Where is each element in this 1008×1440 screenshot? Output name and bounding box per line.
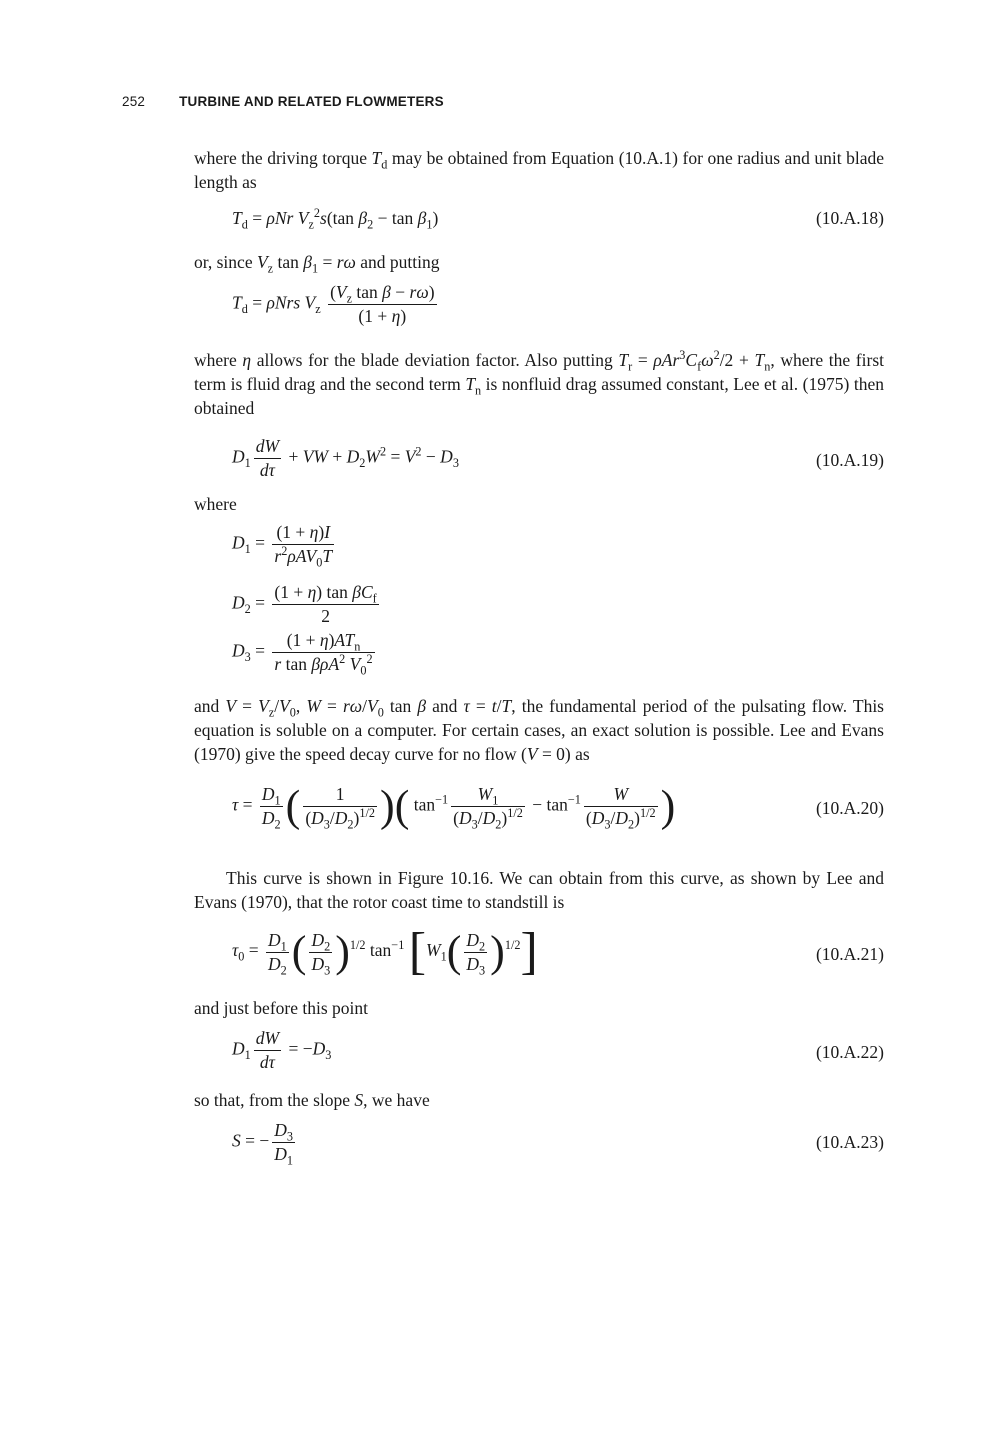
equation-number: (10.A.23) — [815, 1132, 884, 1152]
page-number: 252 — [122, 94, 146, 109]
equation-10-a-20: τ = $\frac{D_1}{D_2}$ ( $\frac{1}{(D_3/D_2)^{1/2}}$ )( $\tan^{-1}$ $\frac{W_1}{(D_3/D_2)^{1/2}}$ − $\tan^{-1}$ $\frac{W}{(D_3/D_2)^{1/2}}$ ) — [232, 781, 676, 832]
equation-number: (10.A.21) — [815, 944, 884, 964]
equation-number: (10.A.20) — [815, 798, 884, 818]
paragraph-before-point: and just before this point — [194, 998, 369, 1018]
paragraph-since: or, since $V_z$ $\tan \beta_1 = r\omega$ and putting — [194, 252, 440, 276]
paragraph-drag: where η allows for the blade deviation factor. Also putting $T_r = \rho Ar^3C_f\omega^2/2 + T_n$, where the first term is fluid drag and the second term $T_n$ is nonfluid drag assumed constant, Lee et al. (1975) then obtained — [194, 348, 884, 418]
equation-10-a-22: $D_1$ $\frac{dW}{d\tau}$ = $-D_3$ — [232, 1028, 332, 1072]
equation-d2: $D_2$ = $\frac{(1 + \eta) \tan \beta C_f}{2}$ — [232, 582, 377, 626]
equation-10-a-21: $\tau_0$ = $\frac{D_1}{D_2}$ ( $\frac{D_2}{D_3}$ )$^{1/2}$ $\tan^{-1} [W_1$( $\frac{D_2}{D_3}$ )$^{1/2}$] — [232, 923, 538, 980]
equation-d1: $D_1$ = $\frac{(1 + \eta)I}{r^2\rho AV_0T}$ — [232, 522, 333, 570]
paragraph-coast-time: This curve is shown in Figure 10.16. We can obtain from this curve, as shown by Lee and Evans (1970), that the rotor coast time to standstill is — [194, 868, 884, 912]
equation-10-a-18: $T_d = \rho Nr$ $V_z^2s(\tan$ $\beta_2 - \tan \beta_1$) — [232, 206, 439, 232]
paragraph-intro: where the driving torque $T_d$ may be obtained from Equation (10.A.1) for one radius and unit blade length as — [194, 148, 885, 192]
paragraph-definitions: and $V = V_z/V_0$, $W = r\omega/V_0$ tan β and τ = t/T, the fundamental period of the pulsating flow. This equation is soluble on a computer. For certain cases, an exact solution is possible. Lee and Evans (1970) give the speed decay curve for no flow (V = 0) as — [194, 696, 884, 764]
running-header — [122, 94, 444, 109]
where-label: where — [194, 494, 237, 514]
running-title: TURBINE AND RELATED FLOWMETERS — [179, 94, 444, 109]
equation-10-a-19: $D_1$ $\frac{dW}{d\tau}$ + VW + $D_2W^2 = V^2 - D_3$ — [232, 436, 459, 480]
paragraph-slope: so that, from the slope S, we have — [194, 1090, 430, 1110]
equation-number: (10.A.18) — [815, 208, 884, 228]
equation-10-a-23: S = − $\frac{D_3}{D_1}$ — [232, 1120, 294, 1168]
equation-number: (10.A.22) — [815, 1042, 884, 1062]
equation-number: (10.A.19) — [815, 450, 884, 470]
equation-d3: $D_3$ = $\frac{(1 + \eta)AT_n}{r \tan \beta\rho A^2 V_0^2}$ — [232, 630, 373, 678]
equation-td: $T_d = \rho Nrs$ $V_z$ $\frac{(V_z \tan \beta - r\omega)}{(1 + \eta)}$ — [232, 282, 435, 326]
